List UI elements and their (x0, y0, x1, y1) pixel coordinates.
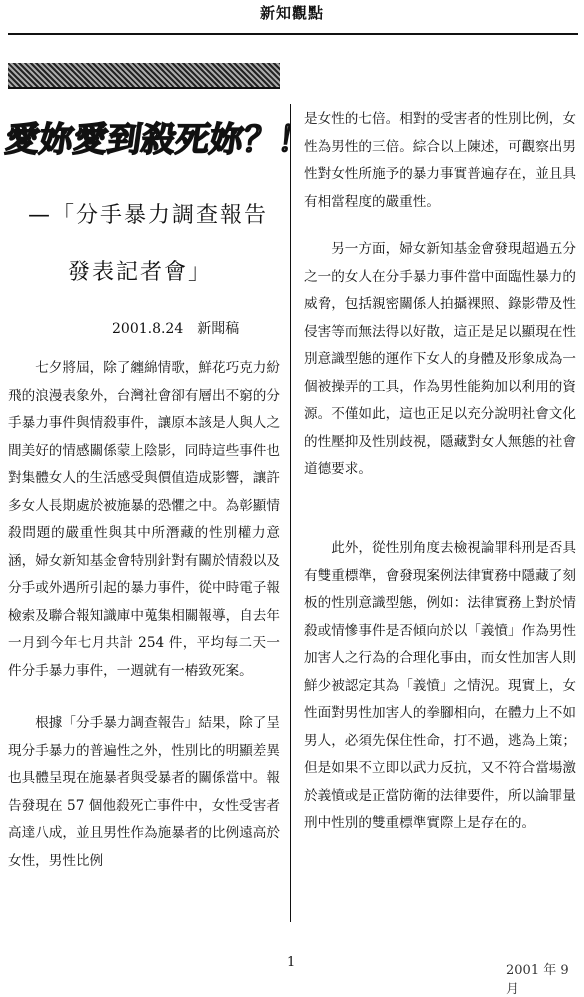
publication-title: 新知觀點 (259, 4, 324, 22)
article-subtitle-line1: —「分手暴力調查報告 (28, 203, 269, 228)
column-divider (290, 104, 291, 922)
header-rule (8, 33, 578, 35)
issue-date: 2001 年 9 月 (506, 963, 569, 997)
article-headline (2, 112, 315, 160)
article-subtitle-line2: 發表記者會」 (68, 260, 213, 285)
paragraph-survey-results: 根據「分手暴力調查報告」結果，除了呈現分手暴力的普遍性之外，性別比的明顯差異也具體呈現在施暴者與受暴者的關係當中。報告發現在 57 個他殺死亡事件中，女性受害者高達八成，並且男性作為施暴者的比例遠高於女性，男性比例 (8, 715, 280, 869)
paragraph-double-standard: 此外，從性別角度去檢視論罪科刑是否具有雙重標準，會發現案例法律實務中隱藏了刻板的性別意識型態，例如：法律實務上對於情殺或情慘事件是否傾向於以「義憤」作為男性加害人之行為的合理化事由，而女性加害人則鮮少被認定其為「義憤」之情況。現實上，女性面對男性加害人的拳腳相向，在體力上不如男人，必須先保住性命，打不過，逃為上策；但是如果不立即以武力反抗，又不符合當場激於義憤或是正當防衛的法律要件，所以論罪量刑中性別的雙重標準實際上是存在的。 (304, 540, 576, 831)
paragraph-sexual-violence: 另一方面，婦女新知基金會發現超過五分之一的女人在分手暴力事件當中面臨性暴力的威脅，包括親密關係人拍攝裸照、錄影帶及性侵害等而無法得以好散，這正是足以顯現在性別意識型態的運作下女人的身體及形象成為一個被操弄的工具，作為男性能夠加以利用的資源。不僅如此，這也正足以充分說明社會文化的性壓抑及性別歧視，隱藏對女人無態的社會道德要求。 (304, 241, 576, 477)
press-date: 2001.8.24 (112, 321, 184, 337)
press-source: 新聞稿 (197, 321, 240, 337)
headline-text: 愛妳愛到殺死妳？！ (2, 120, 315, 160)
page-number: 1 (287, 955, 296, 970)
decorative-pattern-bar (8, 63, 280, 89)
paragraph-survey-results-cont: 是女性的七倍。相對的受害者的性別比例，女性為男性的三倍。綜合以上陳述，可觀察出男性對女性所施予的暴力事實普遍存在，並且具有相當程度的嚴重性。 (304, 111, 576, 210)
paragraph-intro: 七夕將屆，除了纏綿情歌，鮮花巧克力紛飛的浪漫表象外，台灣社會卻有層出不窮的分手暴力事件與情殺事件，讓原本該是人與人之間美好的情感關係蒙上陰影，同時這些事件也對集體女人的生活感受與價值造成影響，讓許多女人長期處於被施暴的恐懼之中。為彰顯情殺問題的嚴重性與其中所潛藏的性別權力意涵，婦女新知基金會特別針對有關於情殺以及分手或外遇所引起的暴力事件，從中時電子報檢索及聯合報知識庫中蒐集相關報導，自去年一月到今年七月共計 254 件，平均每二天一件分手暴力事件，一週就有一樁致死案。 (8, 360, 280, 679)
dateline (112, 318, 239, 338)
